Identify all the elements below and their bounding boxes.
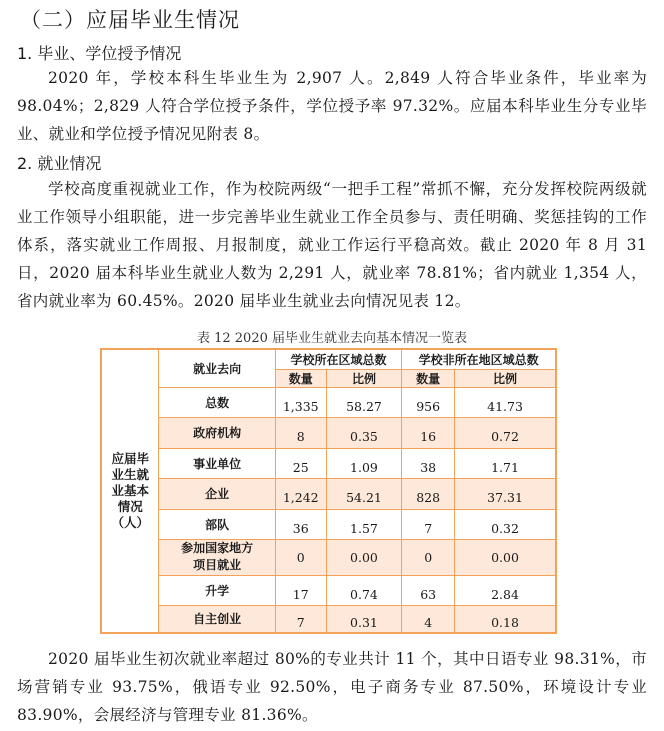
row-name: 总数 — [159, 387, 275, 417]
header-nonlocal-count: 数量 — [402, 369, 455, 387]
header-local-ratio: 比例 — [326, 369, 402, 387]
table-row — [101, 509, 556, 539]
table-row — [101, 575, 556, 605]
row-name: 企业 — [159, 478, 275, 509]
header-group-local: 学校所在区域总数 — [275, 349, 402, 369]
nonlocal-ratio: 2.84 — [455, 575, 556, 605]
table-row — [101, 417, 556, 448]
local-count: 36 — [275, 509, 326, 539]
table-row — [101, 478, 556, 509]
nonlocal-ratio: 41.73 — [455, 387, 556, 417]
local-ratio: 1.09 — [326, 448, 402, 478]
header-local-count: 数量 — [275, 369, 326, 387]
table-caption: 表 12 2020 届毕业生就业去向基本情况一览表 — [196, 331, 468, 346]
local-count: 0 — [275, 539, 326, 575]
local-ratio: 0.35 — [326, 417, 402, 448]
local-count: 25 — [275, 448, 326, 478]
employment-paragraph — [17, 175, 647, 315]
local-count: 1,335 — [275, 387, 326, 417]
nonlocal-ratio: 0.00 — [455, 539, 556, 575]
table-row — [101, 539, 556, 575]
local-ratio: 0.00 — [326, 539, 402, 575]
employment-text: 学校高度重视就业工作，作为校院两级“一把手工程”常抓不懈，充分发挥校院两级就业工作领导小组职能，进一步完善毕业生就业工作全员参与、责任明确、奖惩挂钩的工作体系，落实就业工作周报、月报制度，就业工作运行平稳高效。截止 2020 年 8 月 31 日，2020 届本科毕业生就业人数为 2,291 人，就业率 78.81%；省内就业 1,354 人，省内就业率为 60.45%。2020 届毕业生就业去向情况见表 12。 — [17, 180, 647, 310]
nonlocal-count: 16 — [402, 417, 455, 448]
row-name: 自主创业 — [159, 605, 275, 633]
header-group-nonlocal: 学校非所在地区域总数 — [402, 349, 556, 369]
nonlocal-ratio: 0.32 — [455, 509, 556, 539]
local-count: 1,242 — [275, 478, 326, 509]
closing-paragraph — [17, 645, 647, 729]
table-row — [101, 387, 556, 417]
closing-text: 2020 届毕业生初次就业率超过 80%的专业共计 11 个，其中日语专业 98.31%，市场营销专业 93.75%，俄语专业 92.50%，电子商务专业 87.50%，环境设计专业 83.90%，会展经济与管理专业 81.36%。 — [17, 650, 647, 724]
row-name: 政府机构 — [159, 417, 275, 448]
nonlocal-count: 7 — [402, 509, 455, 539]
row-name: 升学 — [159, 575, 275, 605]
table-row — [101, 448, 556, 478]
nonlocal-count: 4 — [402, 605, 455, 633]
nonlocal-count: 0 — [402, 539, 455, 575]
nonlocal-count: 828 — [402, 478, 455, 509]
row-name: 参加国家地方项目就业 — [159, 539, 275, 575]
employment-table — [100, 348, 557, 634]
local-ratio: 1.57 — [326, 509, 402, 539]
nonlocal-ratio: 1.71 — [455, 448, 556, 478]
local-ratio: 54.21 — [326, 478, 402, 509]
graduation-paragraph — [17, 64, 647, 148]
nonlocal-count: 63 — [402, 575, 455, 605]
subsection-title-graduation: 1. 毕业、学位授予情况 — [17, 44, 182, 63]
section-title: （二）应届毕业生情况 — [20, 8, 240, 32]
local-ratio: 0.31 — [326, 605, 402, 633]
subsection-title-employment: 2. 就业情况 — [17, 154, 102, 173]
row-name: 部队 — [159, 509, 275, 539]
local-count: 17 — [275, 575, 326, 605]
nonlocal-count: 956 — [402, 387, 455, 417]
nonlocal-ratio: 0.18 — [455, 605, 556, 633]
nonlocal-count: 38 — [402, 448, 455, 478]
row-name: 事业单位 — [159, 448, 275, 478]
local-ratio: 0.74 — [326, 575, 402, 605]
nonlocal-ratio: 0.72 — [455, 417, 556, 448]
local-count: 7 — [275, 605, 326, 633]
table-row — [101, 605, 556, 633]
row-group-label: 应届毕业生就业基本情况（人） — [101, 349, 159, 633]
local-count: 8 — [275, 417, 326, 448]
nonlocal-ratio: 37.31 — [455, 478, 556, 509]
graduation-text: 2020 年，学校本科生毕业生为 2,907 人。2,849 人符合毕业条件，毕业率为 98.04%；2,829 人符合学位授予条件，学位授予率 97.32%。应届本科毕业生分专业毕业、就业和学位授予情况见附表 8。 — [17, 69, 647, 143]
header-nonlocal-ratio: 比例 — [455, 369, 556, 387]
local-ratio: 58.27 — [326, 387, 402, 417]
header-destination: 就业去向 — [159, 349, 275, 387]
